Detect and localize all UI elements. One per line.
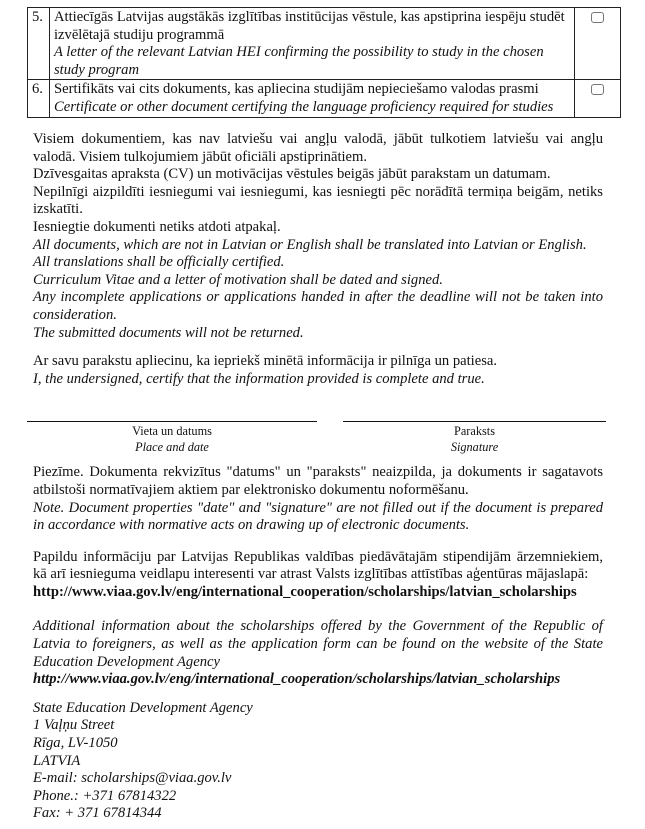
requirement-en: The submitted documents will not be returned. bbox=[33, 324, 304, 341]
signature-label-lv: Paraksts bbox=[454, 424, 495, 439]
row-number: 6. bbox=[28, 80, 50, 117]
row-text-lv: Sertifikāts vai cits dokuments, kas apliecina studijām nepieciešamo valodas prasmi bbox=[54, 81, 539, 98]
info-en bbox=[33, 618, 603, 688]
info-link-en[interactable]: http://www.viaa.gov.lv/eng/international_cooperation/scholarships/latvian_scholarships bbox=[33, 671, 561, 688]
document-body bbox=[33, 131, 603, 823]
address-fax: Fax: + 371 67814344 bbox=[33, 805, 162, 822]
address-line: State Education Development Agency bbox=[33, 699, 253, 716]
address-line: LATVIA bbox=[33, 752, 81, 769]
requirements bbox=[33, 131, 603, 342]
row-text-en: Certificate or other document certifying the language proficiency required for studies bbox=[54, 98, 554, 115]
checkbox[interactable] bbox=[591, 12, 604, 23]
requirement-en: Curriculum Vitae and a letter of motivation shall be dated and signed. bbox=[33, 271, 443, 288]
signature-label bbox=[343, 423, 606, 455]
certification bbox=[33, 353, 603, 388]
requirement-lv: Visiem dokumentiem, kas nav latviešu vai angļu valodā, jābūt tulkotiem latviešu vai angļu valodā. Visiem tulkojumiem jābūt oficiāli apstiprinātiem. bbox=[33, 131, 603, 165]
checklist-row bbox=[28, 8, 621, 80]
requirement-lv: Dzīvesgaitas apraksta (CV) un motivācijas vēstules beigās jābūt parakstam un datumam. bbox=[33, 166, 551, 183]
requirement-en: All documents, which are not in Latvian or English shall be translated into Latvian or English. bbox=[33, 236, 587, 253]
signature-label-en: Signature bbox=[450, 440, 499, 455]
info-text-en: Additional information about the scholarships offered by the Government of the Republic of Latvia to foreigners, as well as the application form can be found on the website of the State Education Development Agency bbox=[33, 618, 603, 670]
address-phone: Phone.: +371 67814322 bbox=[33, 787, 177, 804]
checkbox[interactable] bbox=[591, 84, 604, 95]
address-line: 1 Vaļņu Street bbox=[33, 717, 115, 734]
note-en: Note. Document properties "date" and "signature" are not filled out if the document is prepared in accordance with normative acts on drawing up of electronic documents. bbox=[33, 499, 603, 534]
place-date-label-en: Place and date bbox=[135, 440, 209, 455]
signature-row bbox=[27, 421, 606, 455]
requirement-lv: Nepilnīgi aizpildīti iesniegumi vai iesniegumi, kas iesniegti pēc norādītā termiņa beigām, netiks izskatīti. bbox=[33, 183, 603, 218]
info-link-lv[interactable]: http://www.viaa.gov.lv/eng/international_cooperation/scholarships/latvian_scholarships bbox=[33, 583, 577, 600]
info-text-lv: Papildu informāciju par Latvijas Republikas valdības piedāvātajām stipendijām ārzemniekiem, kā arī iesnieguma veidlapu interesenti var atrast Valsts izglītības attīstības aģentūras mājaslapā: bbox=[33, 548, 603, 583]
place-date-label-lv: Vieta un datums bbox=[132, 424, 212, 439]
note-lv: Piezīme. Dokumenta rekvizītus "datums" un "paraksts" neaizpilda, ja dokuments ir sagatavots atbilstoši normatīvajiem aktiem par elektronisko dokumentu noformēšanu. bbox=[33, 464, 603, 498]
requirement-en: All translations shall be officially certified. bbox=[33, 254, 285, 271]
row-description bbox=[50, 8, 575, 80]
address-line: Rīga, LV-1050 bbox=[33, 735, 118, 752]
certify-en: I, the undersigned, certify that the information provided is complete and true. bbox=[33, 370, 485, 387]
note bbox=[33, 464, 603, 534]
row-text-lv: Attiecīgās Latvijas augstākās izglītības institūcijas vēstule, kas apstiprina iespēju studēt izvēlētajā studiju programmā bbox=[54, 9, 565, 43]
certify-lv: Ar savu parakstu apliecinu, ka iepriekš minētā informācija ir pilnīga un patiesa. bbox=[33, 353, 498, 370]
agency-address bbox=[33, 700, 603, 823]
place-date-line[interactable] bbox=[27, 421, 317, 422]
requirement-en: Any incomplete applications or applications handed in after the deadline will not be taken into consideration. bbox=[33, 289, 603, 323]
info-lv bbox=[33, 549, 603, 602]
checklist-row bbox=[28, 80, 621, 117]
row-text-en: A letter of the relevant Latvian HEI confirming the possibility to study in the chosen study program bbox=[54, 44, 544, 78]
row-number: 5. bbox=[28, 8, 50, 80]
address-email: E-mail: scholarships@viaa.gov.lv bbox=[33, 770, 232, 787]
row-description bbox=[50, 80, 575, 117]
document-checklist-table bbox=[27, 7, 621, 118]
requirement-lv: Iesniegtie dokumenti netiks atdoti atpakaļ. bbox=[33, 218, 281, 235]
place-date-label bbox=[27, 423, 317, 455]
signature-line[interactable] bbox=[343, 421, 606, 422]
